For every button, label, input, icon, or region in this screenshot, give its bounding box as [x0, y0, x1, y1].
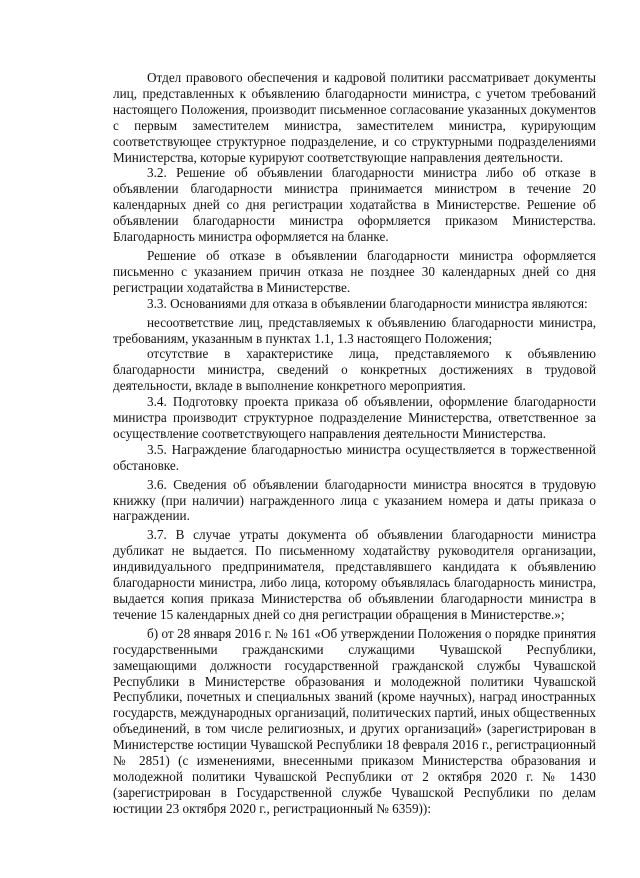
paragraph-3-5-awarding: 3.5. Награждение благодарностью министра осуществляется в торжественной обстановке.: [113, 441, 596, 473]
paragraph-3-4-preparation: 3.4. Подготовку проекта приказа об объявлении, оформление благодарности министра производит структурное подразделение Министерства, ответственное за осуществление соответствующего направления деятельности Министерства.: [113, 394, 596, 441]
paragraph-refusal-decision: Решение об отказе в объявлении благодарности министра оформляется письменно с указанием причин отказа не позднее 30 календарных дней со дня регистрации ходатайства в Министерстве.: [113, 247, 596, 295]
paragraph-ground-missing-info: отсутствие в характеристике лица, представляемого к объявлению благодарности министра, сведений о конкретных достижениях в трудовой деятельности, вкладе в выполнение конкретного мероприятия.: [113, 346, 596, 394]
paragraph-b-order-161: б) от 28 января 2016 г. № 161 «Об утверждении Положения о порядке принятия государственными гражданскими служащими Чувашской Республики, замещающими должности государственной гражданской службы Чувашской Республики в Министерстве образования и молодежной политики Чувашской Республики, почетных и специальных званий (кроме научных), наград иностранных государств, международных организаций, политических партий, иных общественных объединений, в том числе религиозных, и других организаций» (зарегистрирован в Министерстве юстиции Чувашской Республики 18 февраля 2016 г., регистрационный № 2851) (с изменениями, внесенными приказом Министерства образования и молодежной политики Чувашской Республики от 2 октября 2020 г. № 1430 (зарегистрирован в Государственной службе Чувашской Республики по делам юстиции 23 октября 2020 г., регистрационный № 6359)):: [113, 625, 596, 816]
paragraph-3-2-decision: 3.2. Решение об объявлении благодарности министра либо об отказе в объявлении благодарности министра принимается министром в течение 20 календарных дней со дня регистрации ходатайства в Министерстве. Решение об объявлении благодарности министра оформляется приказом Министерства. Благодарность министра оформляется на бланке.: [113, 165, 596, 245]
paragraph-ground-nonconformity: несоответствие лиц, представляемых к объявлению благодарности министра, требованиям, указанным в пунктах 1.1, 1.3 настоящего Положения;: [113, 314, 596, 346]
paragraph-3-7-duplicate: 3.7. В случае утраты документа об объявлении благодарности министра дубликат не выдается. По письменному ходатайству руководителя организации, индивидуального предпринимателя, представлявшего кандидата к объявлению благодарности министра, либо лица, которому объявлялась благодарность министра, выдается копия приказа Министерства об объявлении благодарности министра в течение 15 календарных дней со дня регистрации обращения в Министерстве.»;: [113, 527, 596, 622]
document-body: [113, 70, 596, 817]
paragraph-3-3-grounds: 3.3. Основаниями для отказа в объявлении благодарности министра являются:: [147, 295, 588, 311]
paragraph-document-review: Отдел правового обеспечения и кадровой политики рассматривает документы лиц, представленных к объявлению благодарности министра, с учетом требований настоящего Положения, производит письменное согласование указанных документов с первым заместителем министра, заместителем министра, курирующим соответствующее структурное подразделение, и со структурными подразделениями Министерства, которые курируют соответствующие направления деятельности.: [113, 70, 596, 165]
paragraph-3-6-records: 3.6. Сведения об объявлении благодарности министра вносятся в трудовую книжку (при наличии) награжденного лица с указанием номера и даты приказа о награждении.: [113, 476, 596, 524]
